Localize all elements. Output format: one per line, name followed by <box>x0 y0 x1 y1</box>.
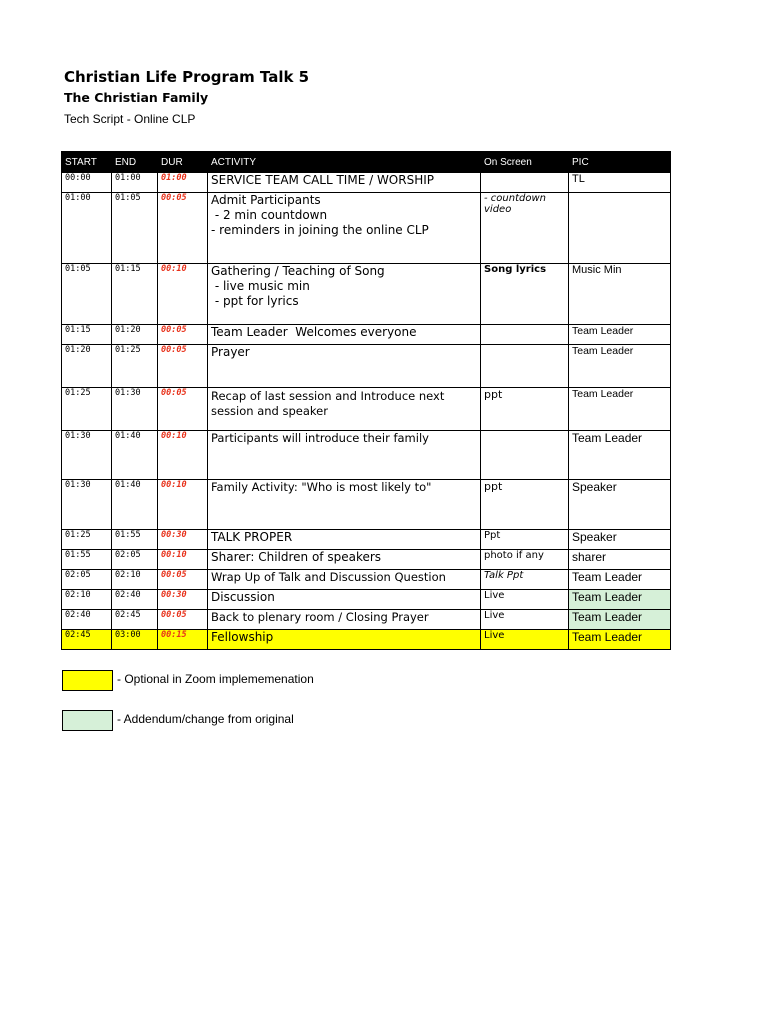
activity-cell: Back to plenary room / Closing Prayer <box>208 610 481 630</box>
tech-script-table <box>61 151 671 650</box>
activity-cell: SERVICE TEAM CALL TIME / WORSHIP <box>208 173 481 193</box>
start-cell: 01:00 <box>62 193 112 264</box>
table-row <box>62 345 671 388</box>
legend-optional-text: - Optional in Zoom implememenation <box>117 672 314 686</box>
start-cell: 01:20 <box>62 345 112 388</box>
start-cell: 01:15 <box>62 325 112 345</box>
activity-title: Admit Participants <box>211 193 321 207</box>
end-cell: 01:20 <box>112 325 158 345</box>
start-cell: 02:05 <box>62 570 112 590</box>
duration-cell: 00:05 <box>158 193 208 264</box>
legend-addendum-text: - Addendum/change from original <box>117 712 294 726</box>
on-screen-cell: Live <box>481 610 569 630</box>
pic-cell: Team Leader <box>569 610 671 630</box>
activity-detail: - 2 min countdown <box>211 208 328 222</box>
pic-cell: Team Leader <box>569 630 671 650</box>
end-cell: 01:05 <box>112 193 158 264</box>
on-screen-cell: Live <box>481 630 569 650</box>
column-header-on-screen: On Screen <box>481 152 569 173</box>
pic-cell: Team Leader <box>569 570 671 590</box>
pic-cell: Team Leader <box>569 325 671 345</box>
start-cell: 01:30 <box>62 431 112 480</box>
pic-cell: Speaker <box>569 480 671 530</box>
on-screen-cell: photo if any <box>481 550 569 570</box>
activity-cell: Discussion <box>208 590 481 610</box>
table-row <box>62 431 671 480</box>
end-cell: 01:55 <box>112 530 158 550</box>
table-row <box>62 264 671 325</box>
table-row <box>62 570 671 590</box>
pic-cell: Team Leader <box>569 388 671 431</box>
pic-cell: sharer <box>569 550 671 570</box>
script-description: Tech Script - Online CLP <box>64 112 196 126</box>
document-subtitle: The Christian Family <box>64 90 209 105</box>
on-screen-cell: Talk Ppt <box>481 570 569 590</box>
column-header-dur: DUR <box>158 152 208 173</box>
activity-cell: Recap of last session and Introduce next session and speaker <box>208 388 481 431</box>
on-screen-cell: Song lyrics <box>481 264 569 325</box>
duration-cell: 00:10 <box>158 264 208 325</box>
end-cell: 01:40 <box>112 431 158 480</box>
table-row <box>62 610 671 630</box>
end-cell: 02:40 <box>112 590 158 610</box>
pic-cell <box>569 193 671 264</box>
on-screen-cell: - countdown video <box>481 193 569 264</box>
pic-cell: TL <box>569 173 671 193</box>
end-cell: 02:05 <box>112 550 158 570</box>
activity-cell: Team Leader Welcomes everyone <box>208 325 481 345</box>
duration-cell: 00:05 <box>158 325 208 345</box>
activity-cell: Participants will introduce their family <box>208 431 481 480</box>
duration-cell: 00:05 <box>158 388 208 431</box>
duration-cell: 00:10 <box>158 480 208 530</box>
column-header-pic: PIC <box>569 152 671 173</box>
end-cell: 01:40 <box>112 480 158 530</box>
start-cell: 01:55 <box>62 550 112 570</box>
table-row <box>62 530 671 550</box>
end-cell: 01:25 <box>112 345 158 388</box>
activity-detail: - reminders in joining the online CLP <box>211 223 429 237</box>
duration-cell: 00:30 <box>158 530 208 550</box>
end-cell: 02:45 <box>112 610 158 630</box>
table-header-row <box>62 152 671 173</box>
duration-cell: 00:05 <box>158 345 208 388</box>
on-screen-cell <box>481 173 569 193</box>
pic-cell: Team Leader <box>569 345 671 388</box>
table-row <box>62 480 671 530</box>
activity-title: Gathering / Teaching of Song <box>211 264 385 278</box>
table-row <box>62 550 671 570</box>
legend-addendum-swatch <box>62 710 113 731</box>
activity-cell: Fellowship <box>208 630 481 650</box>
start-cell: 00:00 <box>62 173 112 193</box>
activity-cell: Family Activity: "Who is most likely to" <box>208 480 481 530</box>
duration-cell: 00:05 <box>158 610 208 630</box>
duration-cell: 00:10 <box>158 550 208 570</box>
table-row <box>62 193 671 264</box>
start-cell: 02:45 <box>62 630 112 650</box>
legend-optional-swatch <box>62 670 113 691</box>
end-cell: 01:30 <box>112 388 158 431</box>
activity-detail: - ppt for lyrics <box>211 294 299 308</box>
start-cell: 01:25 <box>62 388 112 431</box>
table-row <box>62 630 671 650</box>
pic-cell: Speaker <box>569 530 671 550</box>
activity-cell: Wrap Up of Talk and Discussion Question <box>208 570 481 590</box>
on-screen-cell: ppt <box>481 480 569 530</box>
end-cell: 01:00 <box>112 173 158 193</box>
duration-cell: 01:00 <box>158 173 208 193</box>
end-cell: 03:00 <box>112 630 158 650</box>
column-header-end: END <box>112 152 158 173</box>
pic-cell: Team Leader <box>569 431 671 480</box>
table-row <box>62 388 671 431</box>
duration-cell: 00:30 <box>158 590 208 610</box>
duration-cell: 00:05 <box>158 570 208 590</box>
activity-detail: - live music min <box>211 279 310 293</box>
column-header-activity: ACTIVITY <box>208 152 481 173</box>
activity-cell: Sharer: Children of speakers <box>208 550 481 570</box>
pic-cell: Team Leader <box>569 590 671 610</box>
start-cell: 01:05 <box>62 264 112 325</box>
on-screen-cell: Live <box>481 590 569 610</box>
table-row <box>62 325 671 345</box>
duration-cell: 00:10 <box>158 431 208 480</box>
on-screen-cell: Ppt <box>481 530 569 550</box>
activity-cell <box>208 193 481 264</box>
end-cell: 02:10 <box>112 570 158 590</box>
activity-cell: Prayer <box>208 345 481 388</box>
on-screen-cell <box>481 345 569 388</box>
start-cell: 01:30 <box>62 480 112 530</box>
activity-cell <box>208 264 481 325</box>
duration-cell: 00:15 <box>158 630 208 650</box>
on-screen-cell <box>481 325 569 345</box>
document-title: Christian Life Program Talk 5 <box>64 68 310 86</box>
start-cell: 01:25 <box>62 530 112 550</box>
table-row <box>62 590 671 610</box>
on-screen-cell <box>481 431 569 480</box>
end-cell: 01:15 <box>112 264 158 325</box>
activity-cell: TALK PROPER <box>208 530 481 550</box>
on-screen-cell: ppt <box>481 388 569 431</box>
start-cell: 02:40 <box>62 610 112 630</box>
pic-cell: Music Min <box>569 264 671 325</box>
table-row <box>62 173 671 193</box>
column-header-start: START <box>62 152 112 173</box>
start-cell: 02:10 <box>62 590 112 610</box>
